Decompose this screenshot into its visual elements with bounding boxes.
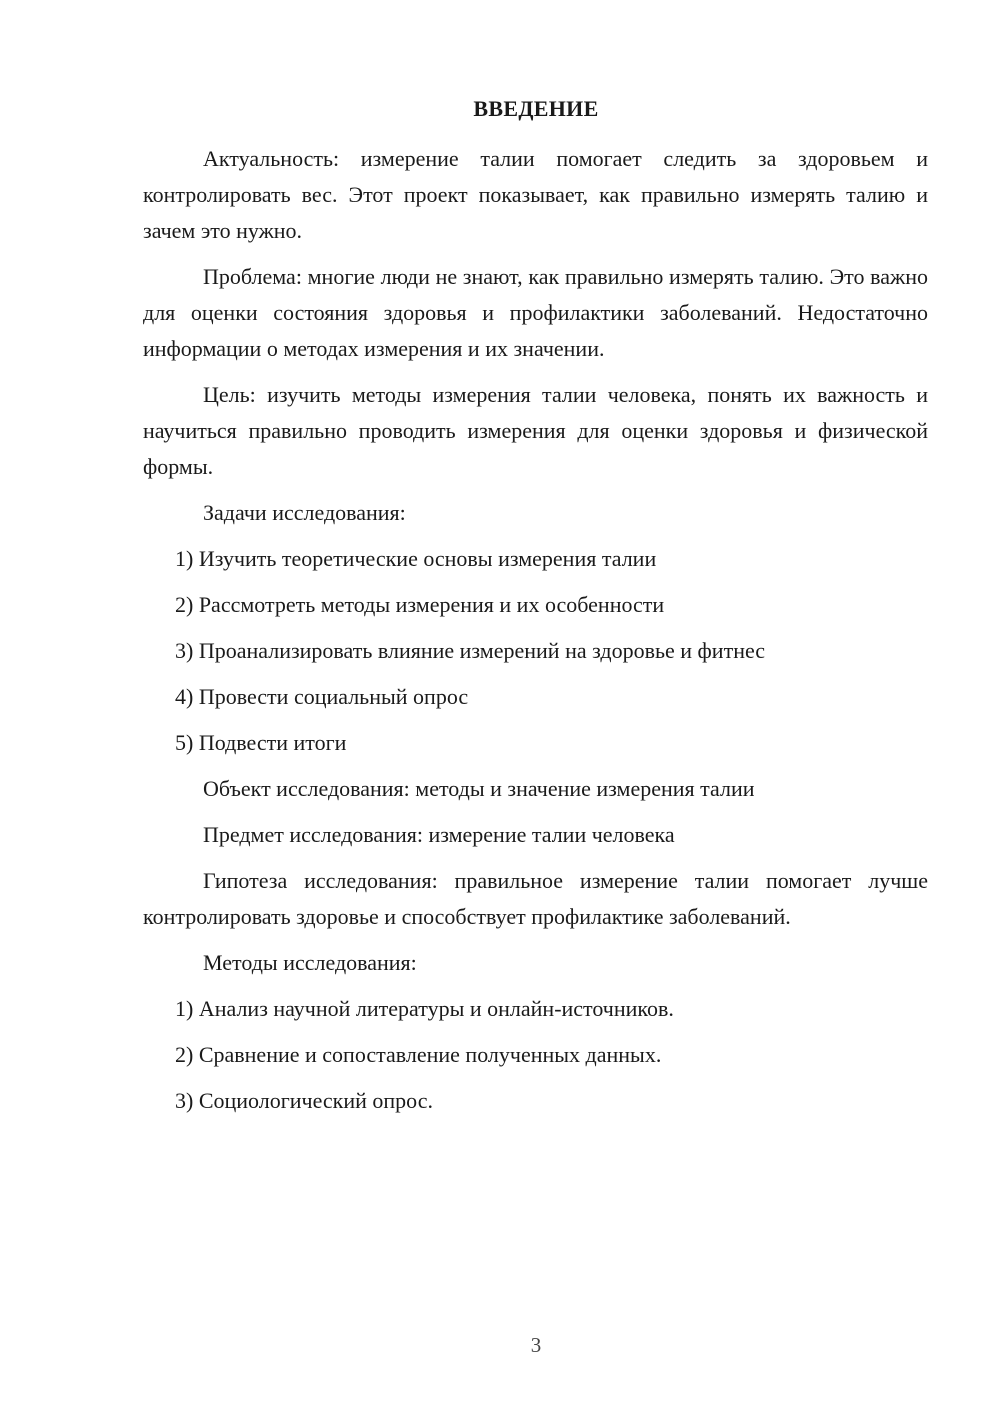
list-item: 1) Анализ научной литературы и онлайн-источников. <box>175 996 674 1021</box>
methods-heading: Методы исследования: <box>203 950 417 975</box>
body-text <box>143 141 928 1129</box>
list-item: 4) Провести социальный опрос <box>175 684 469 709</box>
list-item: 1) Изучить теоретические основы измерения талии <box>175 546 657 571</box>
list-item: 2) Рассмотреть методы измерения и их особенности <box>175 592 665 617</box>
methods-list <box>143 991 928 1119</box>
problem-paragraph: Проблема: многие люди не знают, как правильно измерять талию. Это важно для оценки состояния здоровья и профилактики заболеваний. Недостаточно информации о методах измерения и их значении. <box>143 264 928 361</box>
object-paragraph: Объект исследования: методы и значение измерения талии <box>203 776 755 801</box>
list-item: 5) Подвести итоги <box>175 730 347 755</box>
section-title: ВВЕДЕНИЕ <box>473 96 599 121</box>
list-item: 3) Социологический опрос. <box>175 1088 433 1113</box>
relevance-paragraph: Актуальность: измерение талии помогает следить за здоровьем и контролировать вес. Этот проект показывает, как правильно измерять талию и зачем это нужно. <box>143 146 928 243</box>
hypothesis-paragraph: Гипотеза исследования: правильное измерение талии помогает лучше контролировать здоровье и способствует профилактике заболеваний. <box>143 868 928 929</box>
subject-paragraph: Предмет исследования: измерение талии человека <box>203 822 675 847</box>
list-item: 3) Проанализировать влияние измерений на здоровье и фитнес <box>175 638 766 663</box>
page-number: 3 <box>530 1333 542 1357</box>
tasks-list <box>143 541 928 761</box>
list-item: 2) Сравнение и сопоставление полученных данных. <box>175 1042 662 1067</box>
tasks-heading: Задачи исследования: <box>203 500 406 525</box>
goal-paragraph: Цель: изучить методы измерения талии человека, понять их важность и научиться правильно проводить измерения для оценки здоровья и физической формы. <box>143 382 928 479</box>
